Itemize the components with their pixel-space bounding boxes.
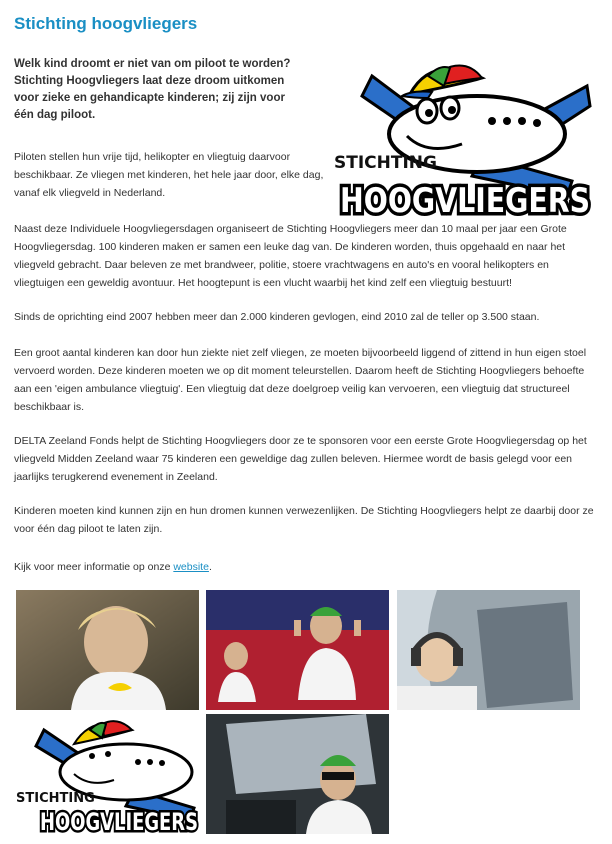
page-title: Stichting hoogvliegers	[14, 14, 198, 33]
paragraph-history: Sinds de oprichting eind 2007 hebben meer dan 2.000 kinderen gevlogen, eind 2010 zal de teller op 3.500 staan.	[14, 311, 540, 323]
more-info-prefix: Kijk voor meer informatie op onze	[14, 561, 174, 573]
photo-pilot-child-window	[397, 590, 580, 710]
website-link[interactable]: website	[173, 561, 209, 573]
photo-two-boys	[206, 590, 389, 710]
paragraph-pilots: Piloten stellen hun vrije tijd, helikopter en vliegtuig daarvoor beschikbaar. Ze vliegen met kinderen, het hele jaar door, elke dag, vanaf elk vliegveld in Nederland.	[14, 151, 324, 199]
photo-girl-smiling	[16, 590, 199, 710]
logo-small-line1: STICHTING	[16, 791, 95, 806]
more-info-suffix: .	[208, 561, 212, 573]
logo-line2: HOOGVLIEGERS	[340, 181, 590, 221]
logo-line1: STICHTING	[334, 153, 437, 173]
intro-text: Welk kind droomt er niet van om piloot te worden? Stichting Hoogvliegers laat deze droom uitkomen voor zieke en gehandicapte kinderen; zij zijn voor één dag piloot.	[14, 58, 291, 121]
hoogvliegers-logo	[332, 56, 594, 221]
paragraph-events: Naast deze Individuele Hoogvliegersdagen organiseert de Stichting Hoogvliegers meer dan 10 maal per jaar een Grote Hoogvliegersdag. 100 kinderen maken er samen een leuke dag van. De kinderen worden, thuis opgehaald en naar het vliegveld gebracht. Daar beleven ze met brandweer, politie, stoere vrachtwagens en auto's en vooral helikopters en vliegtuigen een geweldig avontuur. Het hoogtepunt is een vlucht waarbij het kind zelf een vliegtuig bestuurt!	[14, 223, 567, 289]
logo-small-line2: HOOGVLIEGERS	[40, 808, 198, 836]
paragraph-ambulance: Een groot aantal kinderen kan door hun ziekte niet zelf vliegen, ze moeten bijvoorbeeld liggend of zittend in hun eigen stoel vervoerd worden. Deze kinderen moeten we op dit moment teleurstellen. Daarom heeft de Stichting Hoogvliegers behoefte aan een 'eigen ambulance vliegtuig'. Een vliegtuig dat deze doelgroep veilig kan vervoeren, een vliegtuig dat structureel beschikbaar is.	[14, 347, 587, 413]
paragraph-dreams: Kinderen moeten kind kunnen zijn en hun dromen kunnen verwezenlijken. De Stichting Hoogvliegers helpt ze daarbij door ze voor één dag piloot te laten zijn.	[14, 505, 594, 535]
paragraph-delta: DELTA Zeeland Fonds helpt de Stichting Hoogvliegers door ze te sponsoren voor een eerste Grote Hoogvliegersdag op het vliegveld Midden Zeeland waar 75 kinderen een geweldige dag zullen beleven. Hiermee wordt de basis gelegd voor een jaarlijks terugkerend evenement in Zeeland.	[14, 435, 587, 483]
more-info-line	[14, 558, 594, 576]
photo-boy-cockpit	[206, 714, 389, 834]
hoogvliegers-logo-small	[14, 714, 202, 834]
